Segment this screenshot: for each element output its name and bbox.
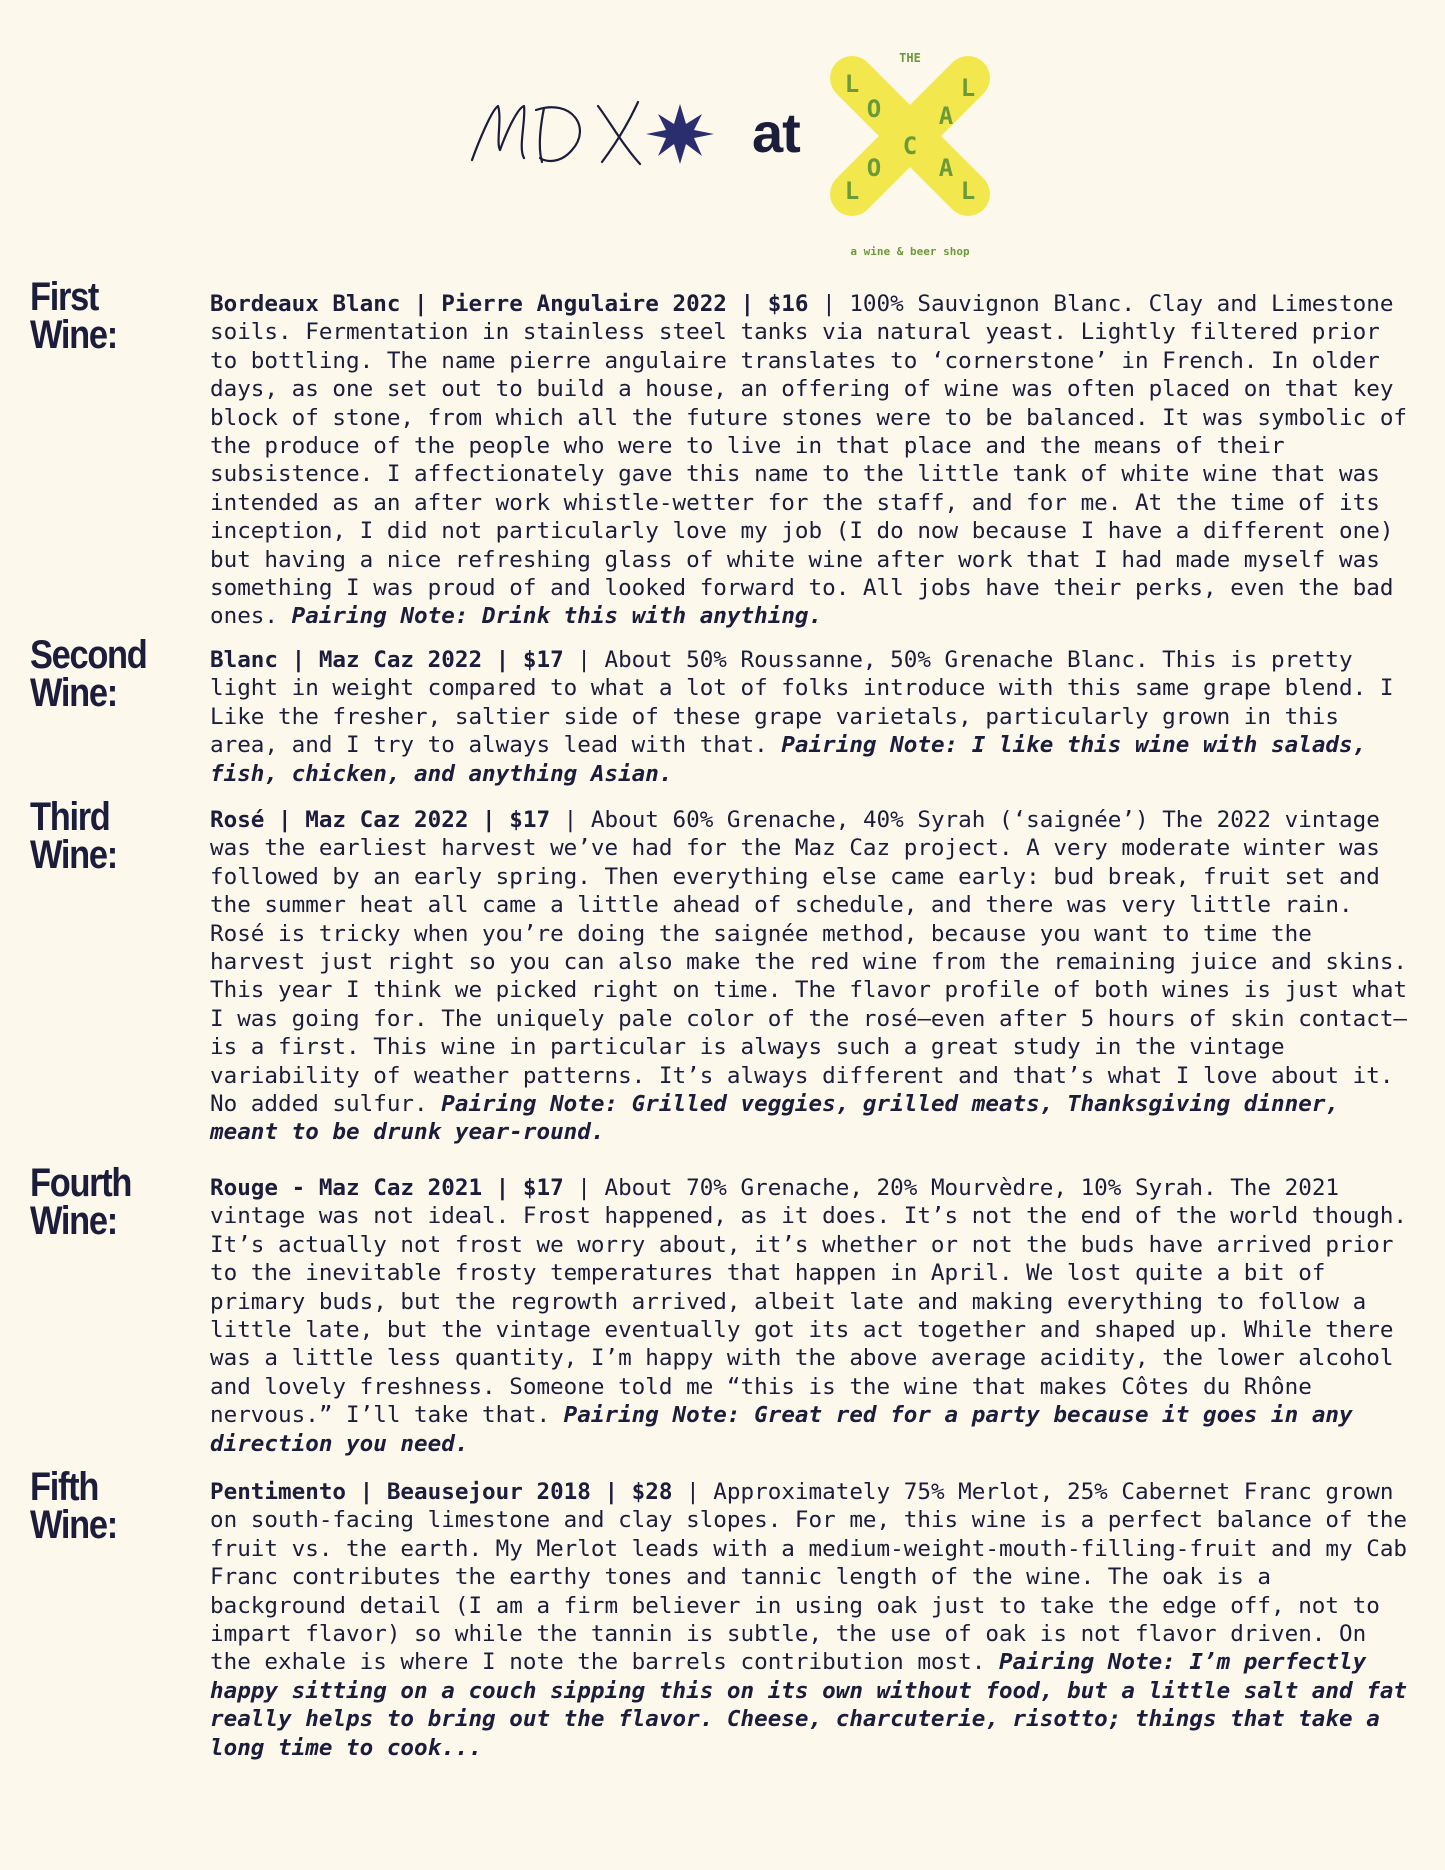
header xyxy=(0,0,1445,270)
wine-label-line2: Wine: xyxy=(30,671,117,715)
wine-label xyxy=(30,275,117,357)
wine-body: | About 70% Grenache, 20% Mourvèdre, 10% Syrah. The 2021 vintage was not ideal. Frost happened, as it does. It’s not the end of the world though. It’s actually not frost we worry about, it’s whether or not the buds have arrived prior to the inevitable frosty temperatures that happen in April. We lost quite a bit of primary buds, but the regrowth arrived, albeit late and making everything to follow a little late, but the vintage eventually got its act together and shaped up. While there was a little less quantity, I’m happy with the above average acidity, the lower alcohol and lovely freshness. Someone told me “this is the wine that makes Côtes du Rhône nervous.” I’ll take that. xyxy=(210,1175,1408,1429)
wine-description xyxy=(210,806,1420,1147)
the-local-logo xyxy=(826,44,994,216)
pairing-note: Pairing Note: I’m perfectly happy sitting on a couch sipping this on its own without food, but a little salt and fat really helps to bring out the flavor. Cheese, charcuterie, risotto; things that take a long time to cook... xyxy=(210,1649,1408,1761)
wine-body: | About 60% Grenache, 40% Syrah (‘saignée’) The 2022 vintage was the earliest harvest we’ve had for the Maz Caz project. A very moderate winter was followed by an early spring. Then everything else came early: bud break, fruit set and the summer heat all came a little ahead of schedule, and there was very little rain. Rosé is tricky when you’re doing the saignée method, because you want to time the harvest just right so you can also make the red wine from the remaining juice and skins. This year I think we picked right on time. The flavor profile of both wines is just what I was going for. The uniquely pale color of the rosé—even after 5 hours of skin contact—is a first. This wine in particular is always such a great study in the vintage variability of weather patterns. It’s always different and that’s what I love about it. No added sulfur. xyxy=(210,807,1408,1118)
wine-label xyxy=(30,1465,117,1547)
wine-label-line1: Second xyxy=(30,633,147,677)
logo-letter: O xyxy=(866,95,882,123)
wine-label xyxy=(30,633,147,715)
wine-label-line1: Third xyxy=(30,795,110,839)
wine-description xyxy=(210,1174,1420,1458)
logo-letter: A xyxy=(938,154,954,182)
logo-letter: L xyxy=(960,177,976,205)
wine-label-line1: First xyxy=(30,275,99,319)
wine-label xyxy=(30,795,117,877)
pairing-note: Pairing Note: Grilled veggies, grilled meats, Thanksgiving dinner, meant to be drunk year-round. xyxy=(210,1091,1340,1146)
pairing-note: Pairing Note: Great red for a party because it goes in any direction you need. xyxy=(210,1402,1353,1457)
wine-label-line2: Wine: xyxy=(30,1503,117,1547)
wine-label-line2: Wine: xyxy=(30,1199,117,1243)
wine-description xyxy=(210,646,1420,788)
wine-body: | About 50% Roussanne, 50% Grenache Blanc. This is pretty light in weight compared to what a lot of folks introduce with this same grape blend. I Like the fresher, saltier side of these grape varietals, particularly grown in this area, and I try to always lead with that. xyxy=(210,647,1394,759)
wine-title: Rosé | Maz Caz 2022 | $17 xyxy=(210,807,551,833)
wine-label-line2: Wine: xyxy=(30,313,117,357)
wine-title: Pentimento | Beausejour 2018 | $28 xyxy=(210,1479,673,1505)
wine-label-line1: Fifth xyxy=(30,1465,99,1509)
wine-title: Blanc | Maz Caz 2022 | $17 xyxy=(210,647,564,673)
mdx-logo xyxy=(462,88,742,178)
wine-description xyxy=(210,1478,1420,1762)
pairing-note: Pairing Note: I like this wine with salads, fish, chicken, and anything Asian. xyxy=(210,732,1367,787)
wine-description xyxy=(210,290,1420,631)
logo-letter: A xyxy=(938,102,954,130)
wine-body: | 100% Sauvignon Blanc. Clay and Limestone soils. Fermentation in stainless steel tanks via natural yeast. Lightly filtered prior to bottling. The name pierre angulaire translates to ‘cornerstone’ in French. In older days, as one set out to build a house, an offering of wine was often placed on that key block of stone, from which all the future stones were to be balanced. It was symbolic of the produce of the people who were to live in that place and the means of their subsistence. I affectionately gave this name to the little tank of white wine that was intended as an after work whistle-wetter for the staff, and for me. At the time of its inception, I did not particularly love my job (I do now because I have a different one) but having a nice refreshing glass of white wine after work that I had made myself was something I was proud of and looked forward to. All jobs have their perks, even the bad ones. xyxy=(210,291,1408,630)
at-word: at xyxy=(752,101,800,164)
logo-letter: L xyxy=(844,177,860,205)
wine-body: | Approximately 75% Merlot, 25% Cabernet Franc grown on south-facing limestone and clay slopes. For me, this wine is a perfect balance of the fruit vs. the earth. My Merlot leads with a medium-weight-mouth-filling-fruit and my Cab Franc contributes the earthy tones and tannic length of the wine. The oak is a background detail (I am a firm believer in using oak just to take the edge off, not to impart flavor) so while the tannin is subtle, the use of oak is not flavor driven. On the exhale is where I note the barrels contribution most. xyxy=(210,1479,1408,1676)
wine-title: Rouge - Maz Caz 2021 | $17 xyxy=(210,1175,564,1201)
wine-title: Bordeaux Blanc | Pierre Angulaire 2022 | $16 xyxy=(210,291,809,317)
shop-tagline: a wine & beer shop xyxy=(850,245,970,258)
logo-letter: O xyxy=(866,154,882,182)
star-icon xyxy=(646,104,714,164)
wine-label-line2: Wine: xyxy=(30,833,117,877)
pairing-note: Pairing Note: Drink this with anything. xyxy=(291,603,823,630)
wine-label-line1: Fourth xyxy=(30,1161,132,1205)
logo-letter: L xyxy=(844,70,860,98)
logo-the: THE xyxy=(899,51,921,65)
logo-letter: C xyxy=(902,132,918,160)
logo-letter: L xyxy=(960,74,976,102)
wine-label xyxy=(30,1161,132,1243)
